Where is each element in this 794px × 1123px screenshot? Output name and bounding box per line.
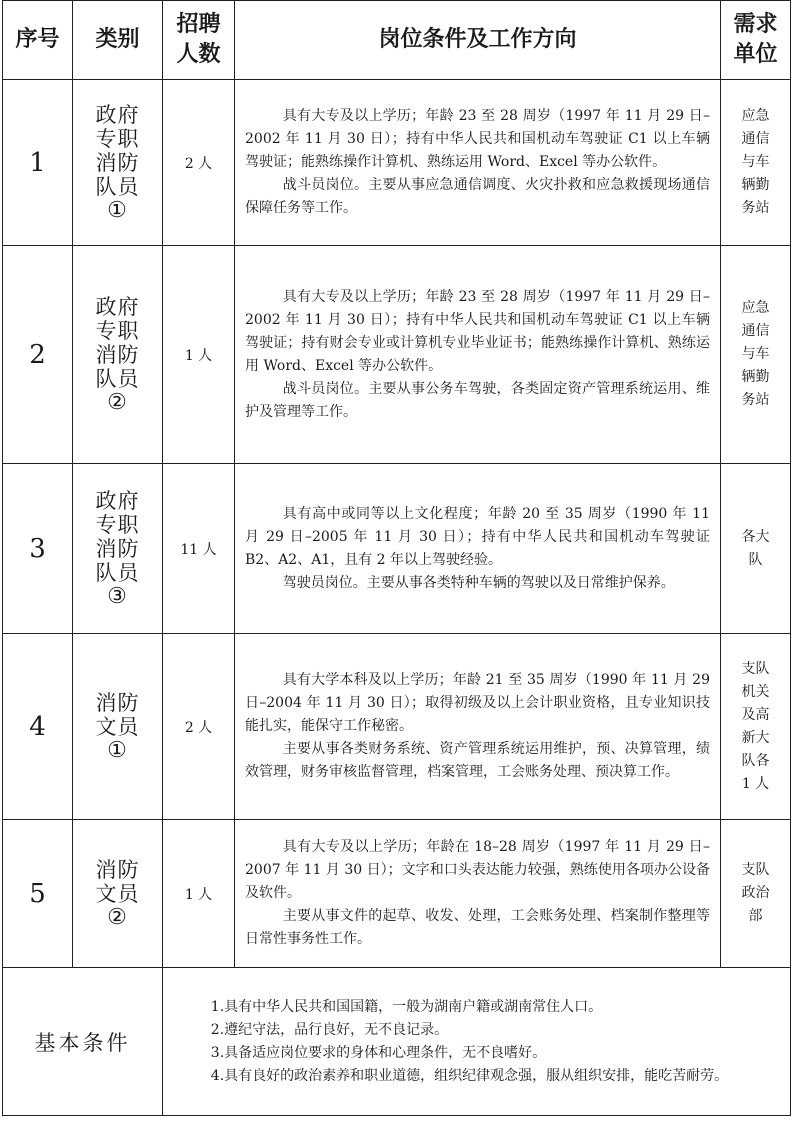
row-department: 应急通信与车辆勤务站	[721, 80, 791, 246]
row-category: 消防文员 ①	[73, 634, 163, 820]
table-row	[3, 820, 791, 968]
category-mark: ②	[107, 389, 128, 415]
row-requirements	[235, 246, 721, 464]
header-recruit-count: 招聘人数	[163, 1, 235, 80]
table-row	[3, 80, 791, 246]
row-department: 支队机关及高新大队各 1 人	[721, 634, 791, 820]
row-count: 2 人	[163, 80, 235, 246]
basic-conditions-row	[3, 968, 791, 1116]
row-number: 3	[3, 464, 73, 634]
header-no: 序号	[3, 1, 73, 80]
category-mark: ③	[107, 583, 128, 609]
row-count: 1 人	[163, 246, 235, 464]
basic-condition-item: 4.具有良好的政治素养和职业道德，组织纪律观念强，服从组织安排，能吃苦耐劳。	[210, 1067, 729, 1084]
requirement-conditions: 具有大学本科及以上学历；年龄 21 至 35 周岁（1990 年 11 月 29 日–2004 年 11 月 30 日）；取得初级及以上会计职业资格，且专业知识技能扎实，能保守工作秘密。	[245, 672, 710, 734]
basic-conditions-label: 基本条件	[3, 968, 163, 1116]
row-requirements	[235, 80, 721, 246]
basic-conditions-list	[163, 968, 791, 1116]
row-department: 各大队	[721, 464, 791, 634]
requirement-duties: 驾驶员岗位。主要从事各类特种车辆的驾驶以及日常维护保养。	[282, 574, 675, 591]
row-category: 政府专职消防队员 ①	[73, 80, 163, 246]
category-mark: ②	[107, 904, 128, 930]
row-category: 政府专职消防队员 ②	[73, 246, 163, 464]
row-count: 11 人	[163, 464, 235, 634]
basic-condition-item: 1.具有中华人民共和国国籍，一般为湖南户籍或湖南常住人口。	[210, 998, 603, 1015]
row-department: 支队政治部	[721, 820, 791, 968]
row-requirements	[235, 634, 721, 820]
row-number: 5	[3, 820, 73, 968]
requirement-conditions: 具有高中或同等以上文化程度；年龄 20 至 35 周岁（1990 年 11 月 29 日–2005 年 11 月 30 日）；持有中华人民共和国机动车驾驶证 B2、A2、A1，且有 2 年以上驾驶经验。	[245, 505, 710, 568]
recruitment-table-page	[2, 0, 790, 1118]
category-mark: ①	[107, 737, 128, 763]
requirement-duties: 主要从事文件的起草、收发、处理，工会账务处理、档案制作整理等日常性事务性工作。	[245, 908, 710, 947]
header-requirements: 岗位条件及工作方向	[235, 1, 721, 80]
header-department: 需求单位	[721, 1, 791, 80]
row-count: 1 人	[163, 820, 235, 968]
row-category: 消防文员 ②	[73, 820, 163, 968]
recruitment-table	[2, 0, 791, 1116]
row-number: 2	[3, 246, 73, 464]
row-count: 2 人	[163, 634, 235, 820]
row-requirements	[235, 464, 721, 634]
requirement-duties: 战斗员岗位。主要从事公务车驾驶，各类固定资产管理系统运用、维护及管理等工作。	[245, 380, 710, 420]
row-category: 政府专职消防队员 ③	[73, 464, 163, 634]
requirement-conditions: 具有大专及以上学历；年龄 23 至 28 周岁（1997 年 11 月 29 日–2002 年 11 月 30 日）；持有中华人民共和国机动车驾驶证 C1 以上车辆驾驶证；能熟练操作计算机、熟练运用 Word、Excel 等办公软件。	[245, 108, 710, 170]
table-row	[3, 246, 791, 464]
basic-condition-item: 3.具备适应岗位要求的身体和心理条件，无不良嗜好。	[210, 1044, 547, 1061]
requirement-conditions: 具有大专及以上学历；年龄在 18–28 周岁（1997 年 11 月 29 日–2007 年 11 月 30 日）；文字和口头表达能力较强，熟练使用各项办公设备及软件。	[245, 839, 710, 901]
table-row	[3, 464, 791, 634]
row-number: 4	[3, 634, 73, 820]
table-row	[3, 634, 791, 820]
row-department: 应急通信与车辆勤务站	[721, 246, 791, 464]
row-requirements	[235, 820, 721, 968]
requirement-duties: 主要从事各类财务系统、资产管理系统运用维护，预、决算管理，绩效管理，财务审核监督管理，档案管理，工会账务处理、预决算工作。	[245, 741, 710, 780]
table-header-row	[3, 1, 791, 80]
requirement-duties: 战斗员岗位。主要从事应急通信调度、火灾扑救和应急救援现场通信保障任务等工作。	[245, 177, 710, 216]
category-mark: ①	[107, 197, 128, 223]
requirement-conditions: 具有大专及以上学历；年龄 23 至 28 周岁（1997 年 11 月 29 日–2002 年 11 月 30 日）；持有中华人民共和国机动车驾驶证 C1 以上车辆驾驶证；持有财会专业或计算机专业毕业证书；能熟练操作计算机、熟练运用 Word、Excel 等办公软件。	[245, 288, 710, 374]
header-category: 类别	[73, 1, 163, 80]
basic-condition-item: 2.遵纪守法，品行良好，无不良记录。	[210, 1021, 449, 1038]
row-number: 1	[3, 80, 73, 246]
